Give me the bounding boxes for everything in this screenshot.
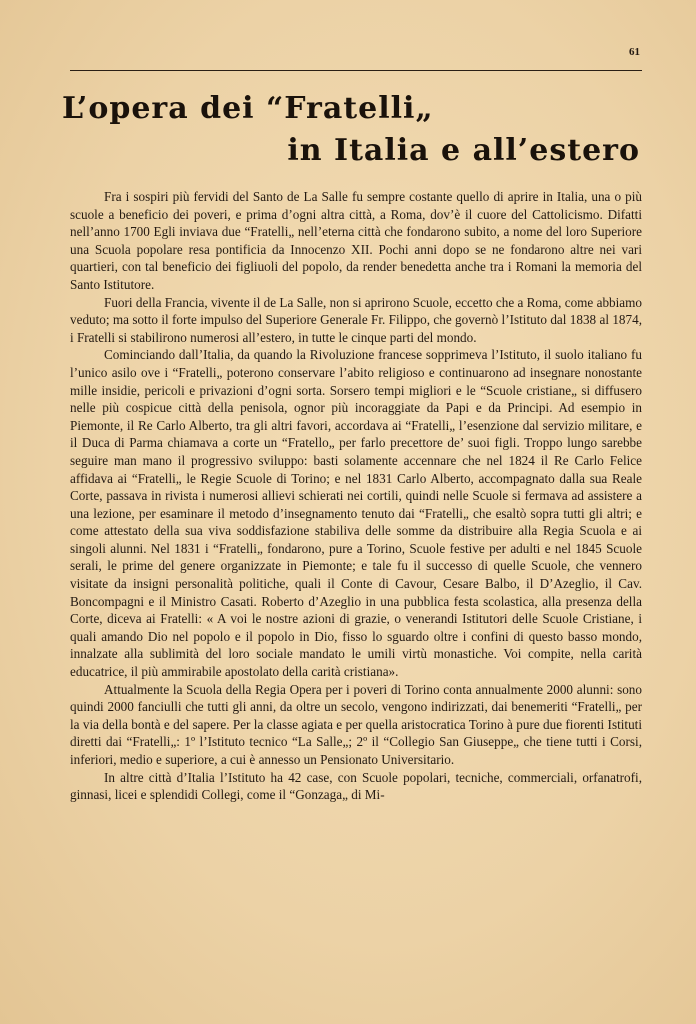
paragraph-4: Attualmente la Scuola della Regia Opera per i poveri di Torino conta annualmente 2000 alunni: sono quindi 2000 fanciulli che tutti gli anni, da oltre un secolo, vengono indirizzati, dai benemeriti “Fratelli„ per la via della bontà e del sapere. Per la classe agiata e per quella aristocratica Torino à pure due fiorenti Istituti diretti dai “Fratelli„: 1º l’Istituto tecnico “La Salle„; 2º il “Collegio San Giuseppe„ che tiene tutti i Corsi, inferiori, medio e superiore, a cui è annesso un Pensionato Universitario. xyxy=(70,681,642,767)
title-line-1: L’opera dei “Fratelli„ xyxy=(62,91,434,126)
title-line-2: in Italia e all’estero xyxy=(287,133,640,168)
paragraph-2: Fuori della Francia, vivente il de La Salle, non si aprirono Scuole, eccetto che a Roma, come abbiamo veduto; ma sotto il forte impulso del Superiore Generale Fr. Filippo, che governò l’Istituto dal 1838 al 1874, i Fratelli si stabilirono numerosi all’estero, in tutte le cinque parti del mondo. xyxy=(70,294,642,345)
article-title xyxy=(62,88,642,172)
paragraph-1: Fra i sospiri più fervidi del Santo de La Salle fu sempre costante quello di aprire in Italia, una o più scuole a beneficio dei poveri, e prima d’ogni altra città, a Roma, dov’è il cuore del Cattolicismo. Difatti nell’anno 1700 Egli inviava due “Fratelli„ nell’eterna città che fondarono subito, a nome del loro Superiore una Scuola popolare resa pontificia da Innocenzo XII. Pochi anni dopo se ne fondarono altre nei vari quartieri, con tal beneficio dei figliuoli del popolo, da render benedetta anche tra i Romani la memoria del Santo Istitutore. xyxy=(70,189,642,292)
header-rule xyxy=(70,70,642,71)
paragraph-5: In altre città d’Italia l’Istituto ha 42 case, con Scuole popolari, tecniche, commerciali, orfanatrofi, ginnasi, licei e splendidi Collegi, come il “Gonzaga„ di Mi- xyxy=(70,769,642,803)
article-body xyxy=(70,188,642,804)
paragraph-3: Cominciando dall’Italia, da quando la Rivoluzione francese sopprimeva l’Istituto, il suolo italiano fu l’unico asilo ove i “Fratelli„ poterono conservare l’abito religioso e continuarono ad insegnare nonostante mille insidie, pericoli e privazioni d’ogni sorta. Sorsero tempi migliori e le “Scuole cristiane„ si diffusero nelle più cospicue città della penisola, ognor più incoraggiate da Papi e da Principi. Ad esempio in Piemonte, il Re Carlo Alberto, tra gli altri favori, accordava ai “Fratelli„ l’esenzione dal servizio militare, e il Duca di Parma chiamava a corte un “Fratello„ per farlo precettore de’ suoi figli. Troppo lungo sarebbe seguire man mano il progressivo sviluppo: basti solamente accennare che nel 1824 il Re Carlo Felice affidava ai “Fratelli„ le Regie Scuole di Torino; e nel 1831 Carlo Alberto, accompagnato dalla sua Reale Corte, passava in rivista i numerosi allievi schierati nei cortili, quindi nelle Scuole si fermava ad assistere a una lezione, per esaminare il metodo d’insegnamento tenuto dai “Fratelli„ che esaltò sopra tutti gli altri; e come attestato della sua viva soddisfazione stabiliva delle somme da distribuire alla Regia Scuola e ai singoli alunni. Nel 1831 i “Fratelli„ fondarono, pure a Torino, Scuole festive per adulti e nel 1845 Scuole serali, le prime del genere organizzate in Piemonte; e tale fu il successo di quelle Scuole, che vennero visitate da insigni personalità politiche, quali il Conte di Cavour, Cesare Balbo, il D’Azeglio, il Cav. Boncompagni e il Ministro Casati. Roberto d’Azeglio in una pubblica festa scolastica, alla presenza della Corte, diceva ai Fratelli: « A voi le nostre azioni di grazie, o venerandi Istitutori delle Scuole Cristiane, i quali amando Dio nel popolo e il popolo in Dio, fisso lo sguardo oltre i confini di questo basso mondo, innalzate alla sublimità del loro sociale mandato le umili virtù monastiche. Voi compite, nella carità educatrice, il più ammirabile apostolato della carità cristiana». xyxy=(70,347,642,680)
page-number: 61 xyxy=(629,46,640,58)
